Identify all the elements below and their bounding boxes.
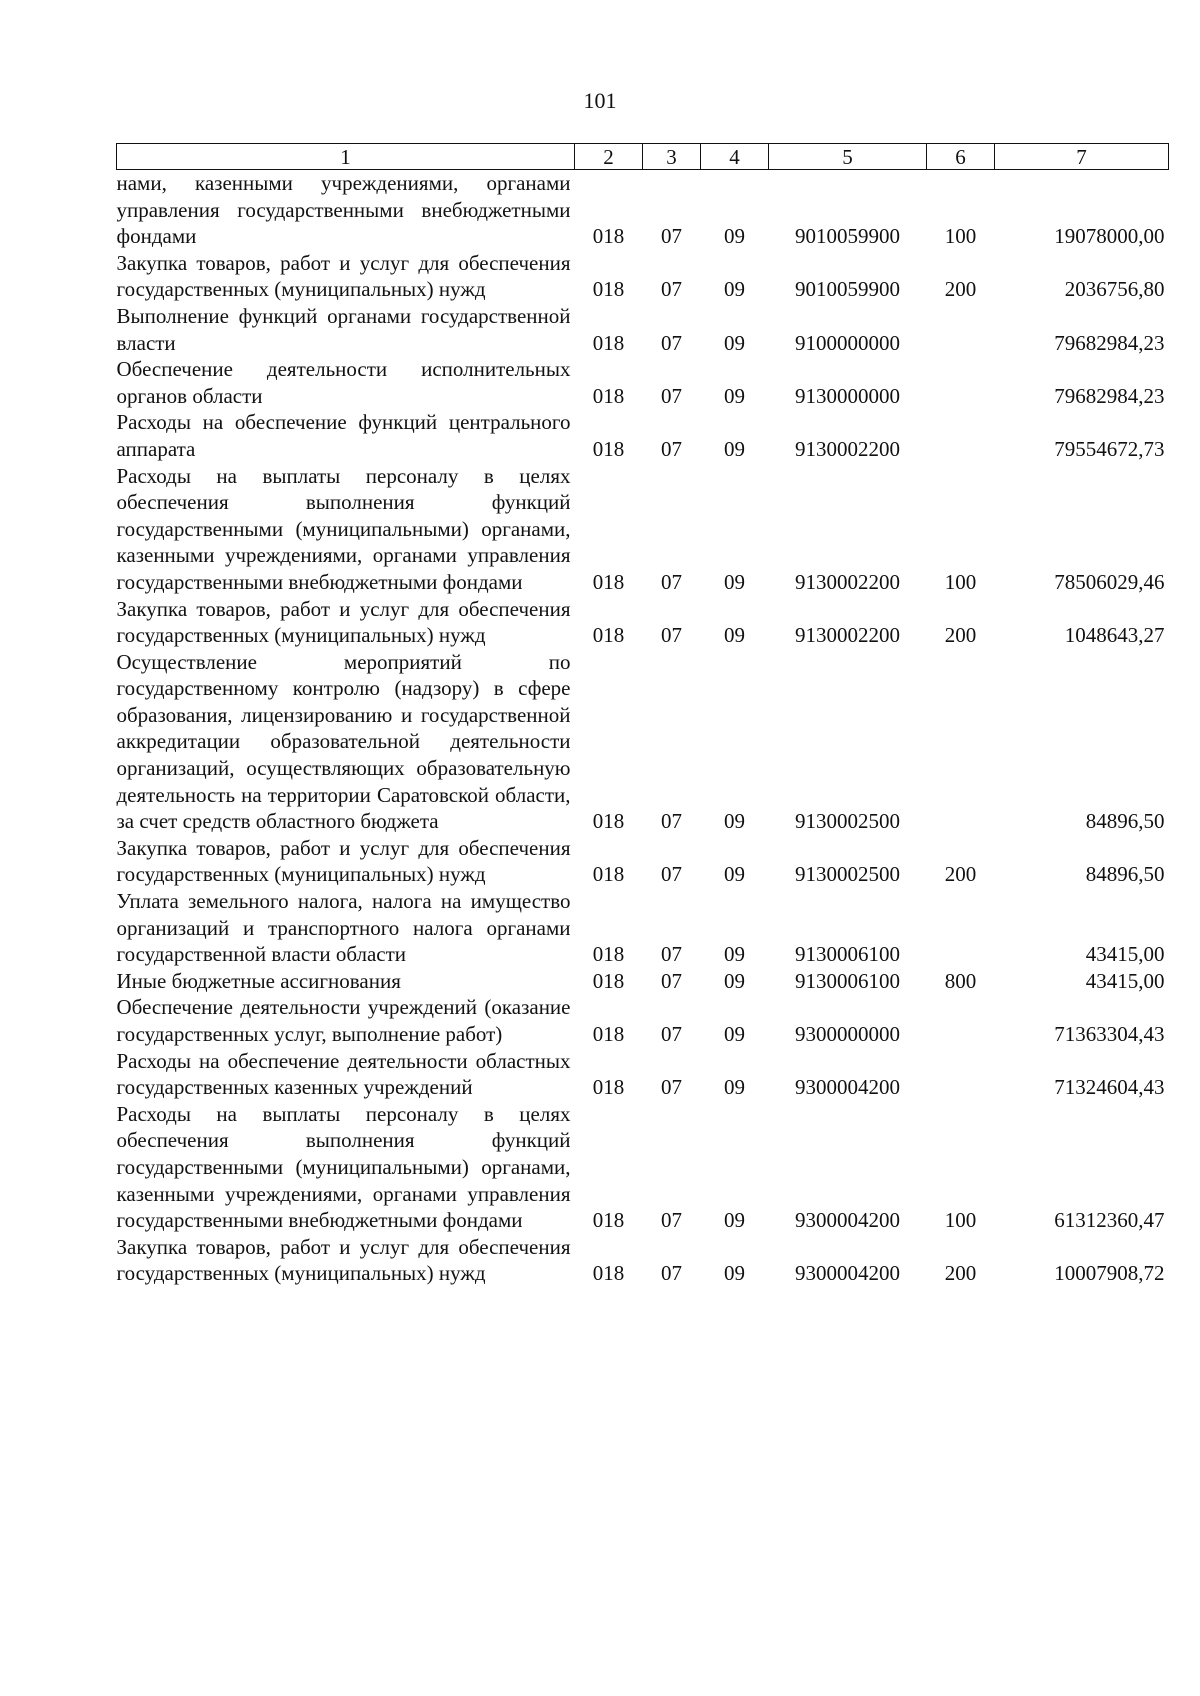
table-row bbox=[117, 409, 1169, 462]
row-section-code: 07 bbox=[661, 436, 682, 461]
row-ministry-code: 018 bbox=[592, 383, 625, 408]
table-row bbox=[117, 649, 1169, 835]
row-expense-type bbox=[927, 1048, 995, 1101]
header-row bbox=[117, 144, 1169, 170]
row-subsection-code: 09 bbox=[724, 623, 745, 648]
row-section-code: 07 bbox=[661, 1022, 682, 1046]
row-ministry-code: 018 bbox=[592, 862, 625, 887]
row-amount: 78506029,46 bbox=[1054, 569, 1165, 594]
row-subsection-code: 09 bbox=[724, 1208, 745, 1233]
row-description: Обеспечение деятельности исполнительных органов области bbox=[116, 357, 571, 408]
row-target-article: 9130002200 bbox=[795, 436, 900, 461]
row-amount: 79682984,23 bbox=[1054, 330, 1165, 355]
row-amount: 71363304,43 bbox=[1054, 1022, 1165, 1046]
row-target-article: 9300000000 bbox=[795, 1022, 900, 1046]
row-section-code: 07 bbox=[661, 942, 682, 967]
row-subsection-code: 09 bbox=[724, 1261, 745, 1286]
row-subsection-code: 09 bbox=[724, 862, 745, 887]
page-number: 101 bbox=[583, 88, 617, 113]
row-target-article: 9130002200 bbox=[795, 569, 900, 594]
table-row bbox=[117, 1101, 1169, 1234]
row-target-article: 9130002500 bbox=[795, 862, 900, 887]
header-col-4: 4 bbox=[701, 144, 769, 170]
row-description: Обеспечение деятельности учреждений (оказание государственных услуг, выполнение работ) bbox=[116, 995, 571, 1046]
row-expense-type: 100 bbox=[944, 1208, 977, 1233]
table-row bbox=[117, 463, 1169, 596]
row-section-code: 07 bbox=[661, 569, 682, 594]
row-subsection-code: 09 bbox=[724, 436, 745, 461]
row-amount: 1048643,27 bbox=[1064, 623, 1165, 648]
row-amount: 2036756,80 bbox=[1064, 277, 1165, 302]
row-target-article: 9100000000 bbox=[795, 330, 900, 355]
row-subsection-code: 09 bbox=[724, 942, 745, 967]
row-description: Закупка товаров, работ и услуг для обеспечения государственных (муниципальных) нужд bbox=[116, 835, 571, 887]
row-ministry-code: 018 bbox=[592, 1261, 625, 1286]
row-amount: 84896,50 bbox=[1085, 809, 1165, 834]
table-row bbox=[117, 994, 1169, 1047]
row-expense-type bbox=[927, 356, 995, 409]
row-expense-type: 200 bbox=[944, 862, 977, 887]
row-description: нами, казенными учреждениями, органами управления государственными внебюджетными фондами bbox=[116, 171, 571, 249]
row-ministry-code: 018 bbox=[592, 569, 625, 594]
row-description: Закупка товаров, работ и услуг для обеспечения государственных (муниципальных) нужд bbox=[116, 596, 571, 648]
row-description: Расходы на выплаты персоналу в целях обеспечения выполнения функций государственными (муниципальными) органами, казенными учреждениями, органами управления государственными внебюджетными фондами bbox=[116, 463, 571, 594]
row-description: Расходы на обеспечение деятельности областных государственных казенных учреждений bbox=[116, 1048, 571, 1100]
row-section-code: 07 bbox=[661, 224, 682, 249]
row-subsection-code: 09 bbox=[724, 330, 745, 355]
row-ministry-code: 018 bbox=[592, 942, 625, 967]
row-amount: 43415,00 bbox=[1085, 942, 1165, 967]
row-subsection-code: 09 bbox=[724, 277, 745, 302]
row-ministry-code: 018 bbox=[592, 968, 625, 993]
row-ministry-code: 018 bbox=[592, 277, 625, 302]
table-row bbox=[117, 170, 1169, 250]
row-description: Закупка товаров, работ и услуг для обеспечения государственных (муниципальных) нужд bbox=[116, 250, 571, 302]
row-section-code: 07 bbox=[661, 1075, 682, 1100]
row-expense-type: 200 bbox=[944, 1261, 977, 1286]
header-col-1: 1 bbox=[117, 144, 575, 170]
row-amount: 79682984,23 bbox=[1054, 383, 1165, 408]
row-expense-type bbox=[927, 649, 995, 835]
header-col-5: 5 bbox=[769, 144, 927, 170]
table-row bbox=[117, 888, 1169, 968]
table-row bbox=[117, 356, 1169, 409]
row-expense-type: 100 bbox=[944, 224, 977, 249]
row-subsection-code: 09 bbox=[724, 383, 745, 408]
row-target-article: 9130002500 bbox=[795, 809, 900, 834]
row-target-article: 9300004200 bbox=[795, 1261, 900, 1286]
row-section-code: 07 bbox=[661, 1208, 682, 1233]
table-body bbox=[117, 170, 1169, 1287]
row-description: Осуществление мероприятий по государственному контролю (надзору) в сфере образования, лицензированию и государственной аккредитации образовательной деятельности организаций, осуществляющих образовательную деятельность на территории Саратовской области, за счет средств областного бюджета bbox=[116, 649, 571, 834]
row-subsection-code: 09 bbox=[724, 1075, 745, 1100]
header-col-2: 2 bbox=[575, 144, 643, 170]
table-row bbox=[117, 1048, 1169, 1101]
table-row bbox=[117, 1234, 1169, 1287]
row-description: Выполнение функций органами государственной власти bbox=[116, 303, 571, 355]
row-amount: 79554672,73 bbox=[1054, 436, 1165, 461]
header-col-3: 3 bbox=[643, 144, 701, 170]
row-expense-type: 800 bbox=[944, 968, 977, 993]
row-section-code: 07 bbox=[661, 330, 682, 355]
table-row bbox=[117, 303, 1169, 356]
row-section-code: 07 bbox=[661, 623, 682, 648]
row-target-article: 9130006100 bbox=[795, 942, 900, 967]
table-row bbox=[117, 835, 1169, 888]
budget-table bbox=[116, 143, 1169, 1287]
row-subsection-code: 09 bbox=[724, 569, 745, 594]
row-ministry-code: 018 bbox=[592, 224, 625, 249]
row-subsection-code: 09 bbox=[724, 968, 745, 993]
row-ministry-code: 018 bbox=[592, 1022, 625, 1046]
row-section-code: 07 bbox=[661, 809, 682, 834]
row-expense-type bbox=[927, 409, 995, 462]
row-target-article: 9130002200 bbox=[795, 623, 900, 648]
row-description: Уплата земельного налога, налога на имущество организаций и транспортного налога органами государственной власти области bbox=[116, 889, 571, 967]
row-ministry-code: 018 bbox=[592, 1208, 625, 1233]
row-ministry-code: 018 bbox=[592, 809, 625, 834]
row-description: Расходы на выплаты персоналу в целях обеспечения выполнения функций государственными (муниципальными) органами, казенными учреждениями, органами управления государственными внебюджетными фондами bbox=[116, 1101, 571, 1233]
row-description: Закупка товаров, работ и услуг для обеспечения государственных (муниципальных) нужд bbox=[116, 1234, 571, 1286]
row-expense-type: 200 bbox=[944, 277, 977, 302]
row-section-code: 07 bbox=[661, 1261, 682, 1286]
row-section-code: 07 bbox=[661, 968, 682, 993]
row-section-code: 07 bbox=[661, 277, 682, 302]
row-amount: 84896,50 bbox=[1085, 862, 1165, 887]
row-description: Иные бюджетные ассигнования bbox=[116, 968, 401, 993]
row-amount: 10007908,72 bbox=[1054, 1261, 1165, 1286]
header-col-7: 7 bbox=[995, 144, 1169, 170]
row-description: Расходы на обеспечение функций центрального аппарата bbox=[116, 410, 571, 461]
row-ministry-code: 018 bbox=[592, 1075, 625, 1100]
row-amount: 61312360,47 bbox=[1054, 1208, 1165, 1233]
row-target-article: 9300004200 bbox=[795, 1208, 900, 1233]
row-section-code: 07 bbox=[661, 862, 682, 887]
row-target-article: 9010059900 bbox=[795, 277, 900, 302]
row-target-article: 9300004200 bbox=[795, 1075, 900, 1100]
row-ministry-code: 018 bbox=[592, 623, 625, 648]
row-ministry-code: 018 bbox=[592, 330, 625, 355]
table-row bbox=[117, 596, 1169, 649]
row-amount: 43415,00 bbox=[1085, 968, 1165, 993]
row-expense-type bbox=[927, 303, 995, 356]
row-target-article: 9130000000 bbox=[795, 383, 900, 408]
row-target-article: 9010059900 bbox=[795, 224, 900, 249]
row-amount: 71324604,43 bbox=[1054, 1075, 1165, 1100]
row-ministry-code: 018 bbox=[592, 436, 625, 461]
table-header bbox=[117, 144, 1169, 170]
row-section-code: 07 bbox=[661, 383, 682, 408]
row-expense-type: 100 bbox=[944, 569, 977, 594]
row-expense-type: 200 bbox=[944, 623, 977, 648]
header-col-6: 6 bbox=[927, 144, 995, 170]
row-expense-type bbox=[927, 888, 995, 968]
row-target-article: 9130006100 bbox=[795, 968, 900, 993]
row-subsection-code: 09 bbox=[724, 809, 745, 834]
row-subsection-code: 09 bbox=[724, 224, 745, 249]
row-expense-type bbox=[927, 994, 995, 1047]
row-subsection-code: 09 bbox=[724, 1022, 745, 1046]
row-amount: 19078000,00 bbox=[1054, 224, 1165, 249]
table-row bbox=[117, 250, 1169, 303]
table-row bbox=[117, 968, 1169, 995]
